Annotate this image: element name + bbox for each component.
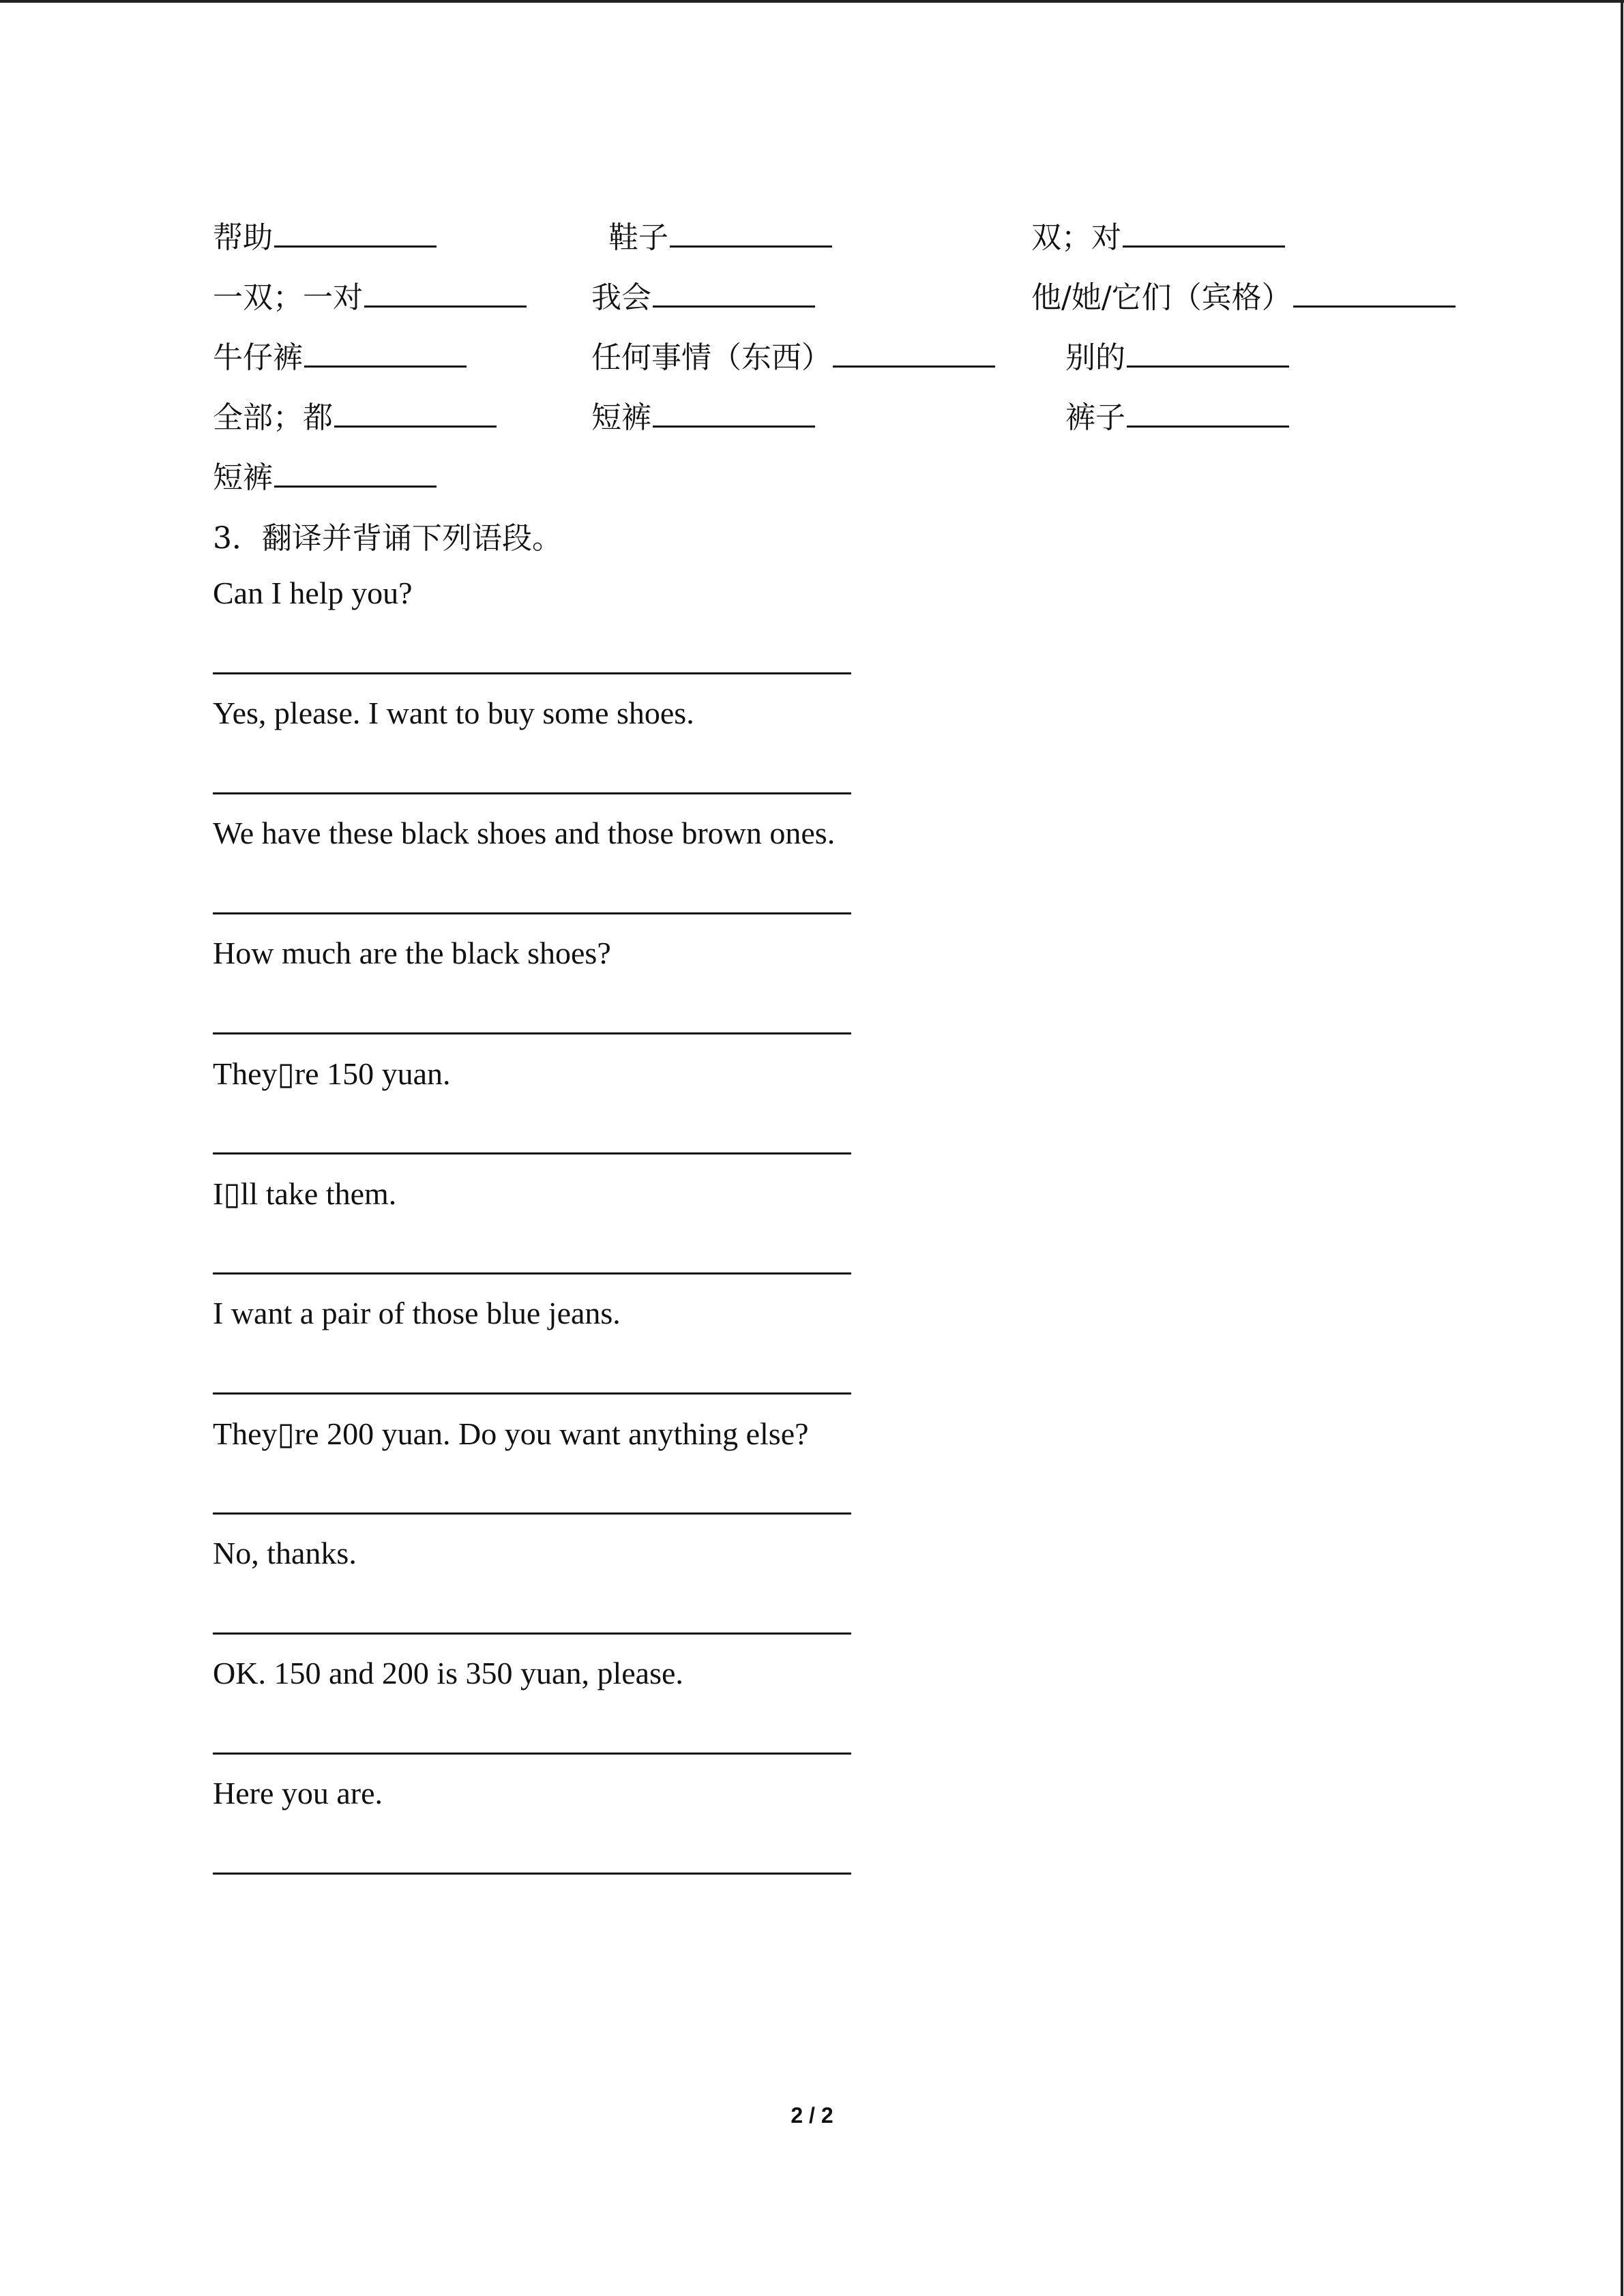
- dialog-sentence: No, thanks.: [213, 1536, 357, 1570]
- dialog-item: [213, 1055, 1031, 1175]
- vocab-answer-blank[interactable]: [1123, 215, 1285, 248]
- dialog-item: [213, 1775, 1031, 1895]
- vocab-label: 一双；一对: [213, 280, 363, 315]
- page-number: 2 / 2: [791, 2103, 833, 2128]
- translation-answer-line[interactable]: [213, 1272, 851, 1274]
- translation-answer-line[interactable]: [213, 1512, 851, 1515]
- vocab-item: [213, 388, 497, 448]
- vocab-answer-blank[interactable]: [1127, 396, 1289, 428]
- page-right-border: [1621, 0, 1623, 2296]
- dialog-sentence: I▯ll take them.: [213, 1176, 397, 1211]
- vocab-label: 裤子: [1065, 400, 1125, 435]
- vocab-answer-blank[interactable]: [274, 215, 437, 248]
- translation-answer-line[interactable]: [213, 1632, 851, 1635]
- translation-answer-line[interactable]: [213, 912, 851, 914]
- vocab-answer-blank[interactable]: [670, 215, 832, 248]
- vocab-label: 我会: [591, 280, 651, 315]
- dialog-item: [213, 1535, 1031, 1655]
- dialog-item: [213, 1655, 1031, 1775]
- dialog-sentence: I want a pair of those blue jeans.: [213, 1296, 621, 1330]
- vocab-label: 他/她/它们（宾格）: [1031, 280, 1292, 315]
- dialog-item: [213, 1415, 1031, 1535]
- vocab-item: [608, 208, 832, 268]
- vocab-answer-blank[interactable]: [274, 456, 437, 488]
- dialog-sentence: They▯re 150 yuan.: [213, 1056, 451, 1091]
- translation-answer-line[interactable]: [213, 1152, 851, 1154]
- translation-answer-line[interactable]: [213, 1753, 851, 1755]
- vocab-item: [1065, 388, 1289, 448]
- dialog-sentence: Can I help you?: [213, 576, 413, 610]
- vocab-row: [213, 328, 1509, 388]
- vocab-row: [213, 208, 1509, 268]
- vocab-label: 帮助: [213, 220, 273, 255]
- dialog-item: [213, 935, 1031, 1055]
- vocab-answer-blank[interactable]: [653, 275, 815, 308]
- translation-answer-line[interactable]: [213, 792, 851, 794]
- vocab-row: [213, 448, 1509, 508]
- vocab-item: [213, 268, 527, 328]
- dialog-sentence: Here you are.: [213, 1776, 383, 1810]
- vocab-label: 短裤: [591, 400, 651, 435]
- translation-answer-line[interactable]: [213, 1873, 851, 1875]
- vocab-label: 鞋子: [608, 220, 668, 255]
- dialog-sentence: How much are the black shoes?: [213, 936, 611, 970]
- translation-answer-line[interactable]: [213, 1032, 851, 1034]
- vocab-item: [591, 268, 815, 328]
- page-top-border: [0, 0, 1624, 3]
- vocab-label: 牛仔裤: [213, 340, 303, 375]
- vocab-answer-blank[interactable]: [1127, 336, 1289, 368]
- dialog-item: [213, 815, 1031, 935]
- translation-answer-line[interactable]: [213, 672, 851, 674]
- dialog-item: [213, 575, 1031, 695]
- vocab-item: [591, 328, 995, 388]
- dialog-section: [213, 575, 1031, 1895]
- vocab-label: 别的: [1065, 340, 1125, 375]
- dialog-item: [213, 695, 1031, 815]
- dialog-item: [213, 1175, 1031, 1295]
- dialog-sentence: OK. 150 and 200 is 350 yuan, please.: [213, 1656, 683, 1690]
- vocab-label: 双；对: [1031, 220, 1121, 255]
- section-heading: 3．翻译并背诵下列语段。: [213, 521, 562, 556]
- vocab-label: 全部；都: [213, 400, 333, 435]
- vocab-item: [213, 328, 467, 388]
- vocab-row: [213, 268, 1509, 328]
- vocab-answer-blank[interactable]: [364, 275, 527, 308]
- vocab-item: [1031, 268, 1456, 328]
- vocab-item: [1065, 328, 1289, 388]
- dialog-item: [213, 1295, 1031, 1415]
- vocab-item: [213, 208, 437, 268]
- vocab-answer-blank[interactable]: [334, 396, 497, 428]
- vocab-item: [213, 448, 437, 508]
- vocab-answer-blank[interactable]: [1293, 275, 1456, 308]
- dialog-sentence: Yes, please. I want to buy some shoes.: [213, 696, 694, 730]
- dialog-sentence: They▯re 200 yuan. Do you want anything else?: [213, 1416, 809, 1451]
- vocab-section: [213, 208, 1509, 508]
- vocab-label: 短裤: [213, 460, 273, 495]
- dialog-sentence: We have these black shoes and those brown ones.: [213, 816, 836, 850]
- vocab-answer-blank[interactable]: [653, 396, 815, 428]
- vocab-answer-blank[interactable]: [833, 336, 995, 368]
- translation-answer-line[interactable]: [213, 1392, 851, 1395]
- vocab-item: [591, 388, 815, 448]
- vocab-answer-blank[interactable]: [304, 336, 467, 368]
- vocab-row: [213, 388, 1509, 448]
- vocab-item: [1031, 208, 1285, 268]
- vocab-label: 任何事情（东西）: [591, 340, 831, 375]
